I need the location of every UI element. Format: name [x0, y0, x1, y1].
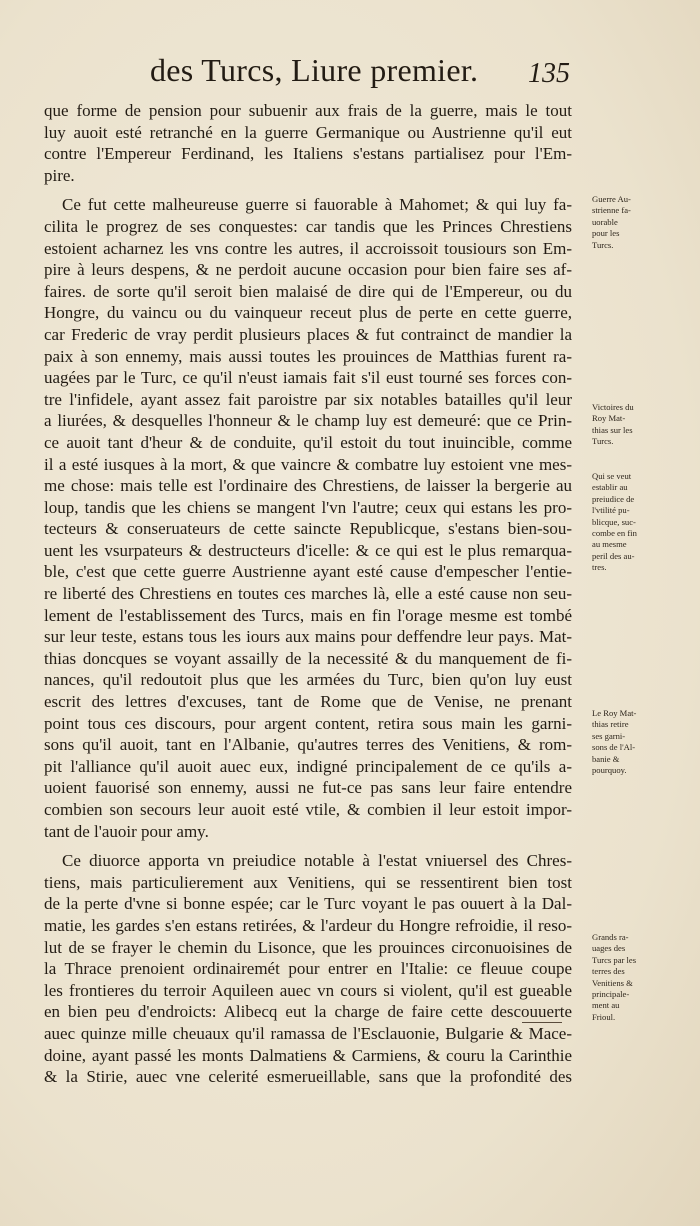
text-line: pire. [44, 165, 75, 185]
text-line: me chose: mais telle est l'ordinaire des Chrestiens, de laisser la bergerie au [44, 476, 572, 496]
text-line: escrit des lettres d'excuses, tant de Rome que de Venise, ne prenant [44, 692, 572, 712]
text-line: en bien peu d'endroicts: Alibecq eut la charge de faire cette descouuerte [44, 1002, 572, 1022]
text-line: tiens, mais particulierement aux Venitiens, qui se ressentirent bien tost [44, 872, 572, 892]
text-line: nances, qu'il redoutoit plus que les armées du Turc, bien qu'on luy eust [44, 670, 572, 690]
text-line: la Thrace prenoient ordinairemét pour entrer en l'Italie: ce fleuue coupe [44, 959, 572, 979]
margin-note-garnisons: Le Roy Mat- thias retire ses garni- sons de l'Al- banie & pourquoy. [592, 708, 637, 776]
margin-note-guerre: Guerre Au- strienne fa- uorable pour les Turcs. [592, 194, 631, 250]
text-line: loup, tandis que les chiens se mangent l'vn l'autre; ceux qui estans les pro- [44, 497, 572, 517]
text-line: thias doncques se voyant assailly de la necessité & du manquement de fi- [44, 648, 572, 668]
text-line: sons qu'il auoit, tant en l'Albanie, qu'autres terres des Venitiens, & rom- [44, 735, 572, 755]
text-line: Hongre, du vaincu ou du vainqueur receut plus de perte en cette guerre, [44, 303, 572, 323]
text-line: tre l'infidele, ayant assez fait paroistre par six notables batailles qu'il leur [44, 389, 572, 409]
text-line: tecteurs & conseruateurs de cette saincte Republicque, s'estans bien-sou- [44, 519, 572, 539]
text-line: ble, c'est que cette guerre Austrienne ayant esté cause d'empescher l'entie- [44, 562, 572, 582]
running-title: des Turcs, Liure premier. [150, 52, 479, 88]
text-line: les frontieres du terroir Aquileen auec vn cours si violent, qu'il est gueable [44, 980, 572, 1000]
text-line: sur leur teste, estans tous les iours aux mains pour deffendre leur pays. Mat- [44, 627, 572, 647]
bottom-rule [522, 1022, 562, 1023]
text-line: uent les vsurpateurs & destructeurs d'icelle: & ce qui est le plus remarqua- [44, 540, 572, 560]
text-line: faires. de sorte qu'il seroit bien malaisé de dire qui de l'Empereur, ou du [44, 281, 572, 301]
text-line: & la Stirie, auec vne celerité esmerueillable, sans que la profondité des [44, 1067, 572, 1087]
text-line: ce auoit tant d'heur & de conduite, qu'il estoit du tout inuincible, comme [44, 432, 572, 452]
text-line: paix à son ennemy, mais aussi toutes les prouinces de Matthias furent ra- [44, 346, 572, 366]
text-line: a liurées, & desquelles l'honneur & le champ luy est demeuré: que ce Prin- [44, 411, 572, 431]
text-line: estoient acharnez les vns contre les autres, il accroissoit tousiours son Em- [44, 238, 572, 258]
paragraph-start-line: Ce diuorce apporta vn preiudice notable à l'estat vniuersel des Chres- [62, 851, 572, 871]
page-header [150, 52, 580, 94]
text-line: re liberté des Chrestiens en toutes ces marches là, elle a esté cause non seu- [44, 584, 572, 604]
main-text-block [44, 100, 572, 1088]
text-line: uagées par le Turc, ce qu'il n'eust iamais fait s'il eust tourné ses forces con- [44, 368, 572, 388]
text-line: point tous ces discours, pour argent content, retira sous main les garni- [44, 713, 572, 733]
text-line: combien son secours leur auoit esté vtile, & combien il leur estoit impor- [44, 800, 572, 819]
text-line: matie, les gardes s'en estans retirées, & l'ardeur du Hongre refroidie, il reso- [44, 915, 572, 935]
margin-note-victoires: Victoires du Roy Mat- thias sur les Turcs. [592, 402, 634, 447]
page-number: 135 [528, 58, 570, 89]
text-line: auec quinze mille cheuaux qu'il ramassa de l'Esclauonie, Bulgarie & Mace- [44, 1023, 572, 1043]
text-line: cilita le progrez de ses conquestes: car tandis que les Princes Chrestiens [44, 216, 572, 236]
text-line: de la perte d'vne si bonne espée; car le Turc voyant le pas ouuert à la Dal- [44, 894, 572, 914]
paragraph-start-line: Ce fut cette malheureuse guerre si fauorable à Mahomet; & qui luy fa- [62, 195, 572, 215]
text-line: doine, ayant passé les monts Dalmatiens & Carmiens, & couru la Carinthie [44, 1045, 572, 1065]
text-line: luy auoit esté retranché en la guerre Germanique ou Austrienne qu'il eut [44, 122, 572, 142]
text-line: il a esté iusques à la mort, & que vaincre & combatre luy estoient vne mes- [44, 454, 572, 474]
text-line: que forme de pension pour subuenir aux frais de la guerre, mais le tout [44, 101, 572, 120]
text-line: contre l'Empereur Ferdinand, les Italiens s'estans partialisez pour l'Em- [44, 144, 572, 164]
text-line: car Frederic de vray perdit plusieurs places & fut contrainct de mandier la [44, 324, 572, 344]
text-line: uoient fauorisé son ennemy, aussi ne fut-ce pas sans leur faire entendre [44, 778, 572, 798]
margin-note-establir: Qui se veut establir au preiudice de l'vtilité pu- blicque, suc- combe en fin au mesme peril des au- tres. [592, 471, 637, 573]
text-line: lement de l'establissement des Turcs, mais en fin l'orage mesme est tombé [44, 605, 572, 625]
text-line: pit l'alliance qu'il auoit auec eux, indigné principalement de ce qu'ils a- [44, 756, 572, 776]
margin-note-ravages: Grands ra- uages des Turcs par les terres des Venitiens & principale- ment au Frioul. [592, 932, 637, 1022]
text-line: pire à leurs despens, & ne perdoit aucune occasion pour bien faire ses af- [44, 260, 572, 280]
text-line: lut de se frayer le chemin du Lisonce, que les prouinces circonuoisines de [44, 937, 572, 957]
text-line: tant de l'auoir pour amy. [44, 821, 209, 841]
